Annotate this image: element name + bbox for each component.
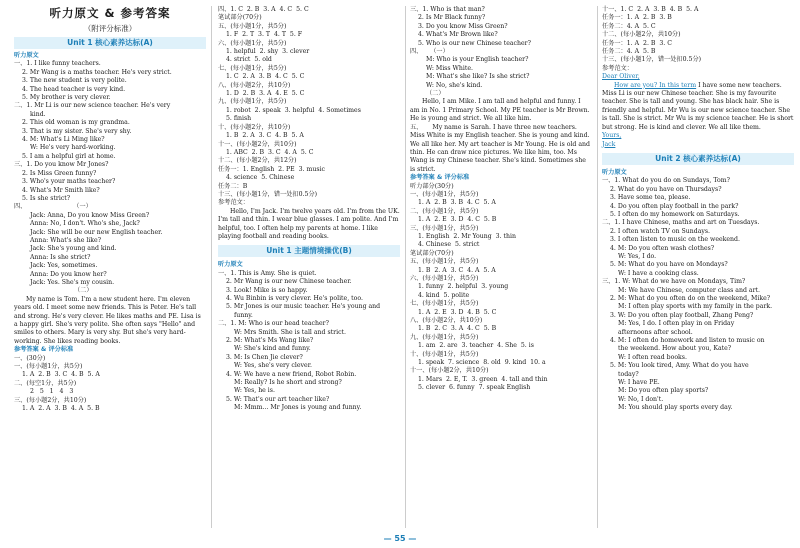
text-line: 二、1. Mr Li is our new science teacher. He's very <box>14 102 171 110</box>
text-line: 2. M: What do you often do on the weekend, Mike? <box>610 295 771 302</box>
unit-band: Unit 1 核心素养达标(A) <box>14 37 206 49</box>
answer-line: 1. B 2. A 3. C 4. B 5. A <box>226 132 304 140</box>
answer-lines <box>14 355 206 414</box>
listening-lines <box>218 270 400 413</box>
answer-line: 1. ABC 2. B 3. C 4. A 5. C <box>226 148 314 156</box>
listening-lines <box>410 6 592 98</box>
text-line: W: I have PE. <box>618 379 660 387</box>
answer-line: 十一、1. C 2. A 3. B 4. B 5. A <box>602 6 699 13</box>
answer-line: 1. Mars 2. E, T. 3. green 4. tall and thin <box>418 375 548 383</box>
text-line: 2. What do you have on Thursdays? <box>610 185 722 193</box>
page-number: — 55 — <box>383 534 417 543</box>
text-line: 2. Is Mr Black funny? <box>418 14 486 22</box>
answer-line: 一、(30分) <box>14 354 46 362</box>
text-line: 3. The new student is very polite. <box>22 77 127 85</box>
answer-lines <box>410 183 592 393</box>
answer-line: 八、(每小题2分，共10分) <box>410 317 483 325</box>
text-line: M: Do you often play sports? <box>618 387 709 395</box>
dialog-line: Anna: Do you know her? <box>30 270 107 278</box>
answer-line: 任务二：4. A 5. B <box>602 48 656 56</box>
text-line: M: Who is your English teacher? <box>426 56 529 64</box>
answer-line: 1. am 2. are 3. teacher 4. She 5. is <box>418 342 534 350</box>
answer-line: 三、(每小题1分，共5分) <box>410 224 479 232</box>
answer-lines <box>602 6 794 73</box>
column-4 <box>602 6 794 413</box>
text-line: 3. Have some tea, please. <box>610 194 691 202</box>
answer-line: 二、(每小题1分，共5分) <box>410 207 479 215</box>
text-line: M: Yes, I do. I often play in on Friday <box>618 320 735 328</box>
dialog-line: Jack: Anna, Do you know Miss Green? <box>30 211 150 219</box>
text-line: W: I have a cooking class. <box>618 269 699 277</box>
answer-line: 八、(每小题2分，共10分) <box>218 81 291 89</box>
text-line: 5. Who is our new Chinese teacher? <box>418 39 531 47</box>
answer-line: 参考范文： <box>602 64 633 72</box>
text-line: 4. Wu Binbin is very clever. He's polite, too. <box>226 295 363 302</box>
text-line: W: She's kind and funny. <box>234 345 311 353</box>
answer-line: 五、(每小题1分，共5分) <box>218 22 287 30</box>
answer-line: 听力部分(30分) <box>410 182 454 190</box>
answer-line: 十三、(每小题1分，错一处扣0.5分) <box>602 56 702 64</box>
text-line: 三、1. Who is that man? <box>410 6 485 13</box>
column-divider <box>405 6 406 528</box>
text-line: 一、1. I like funny teachers. <box>14 60 101 68</box>
answer-line: 任务一：1. A 2. B 3. C <box>602 39 672 47</box>
model-essay: Hello, I'm Jack. I'm twelve years old. I'm from the UK. I'm tall and thin. I wear blue glasses. I am polite. And I'm helpful, too. I often help my parents at home. I like playing football and reading books. <box>218 207 400 240</box>
answer-line: 五、(每小题1分，共5分) <box>410 258 479 266</box>
text-line: funny. <box>234 311 253 319</box>
text-line: W: He's very hard-working. <box>30 144 116 152</box>
answer-line: 任务二：4. A 5. C <box>602 22 656 30</box>
answer-line: 十一、(每小题2分，共10分) <box>410 367 489 375</box>
answer-line: 1. English 2. Mr Young 3. thin <box>418 232 516 240</box>
text-line: 三、1. W: What do we have on Mondays, Tim? <box>602 278 746 286</box>
text-line: kind. <box>30 110 46 118</box>
answer-line: 2 5 1 4 3 <box>30 388 74 396</box>
text-line: 2. Mr Wang is our new Chinese teacher. <box>226 278 352 286</box>
text-line: 5. Mr Jones is our music teacher. He's young and <box>226 303 381 311</box>
answer-line: 1. B 2. A 3. C 4. A 5. A <box>418 266 496 274</box>
section-heading: 听力原文 <box>218 261 243 269</box>
text-line: 5. M: You look tired, Amy. What do you have <box>610 362 749 370</box>
answer-line: 笔试部分(70分) <box>218 14 262 22</box>
letter-opening: How are you? In this term <box>614 81 697 89</box>
text-line: 2. M: What's Ms Wang like? <box>226 337 314 345</box>
answer-line: 一、(每小题1分，共5分) <box>410 190 479 198</box>
column-divider <box>211 6 212 528</box>
text-line: 一、1. This is Amy. She is quiet. <box>218 269 317 277</box>
answer-line: 1. D 2. B 3. A 4. E 5. C <box>226 90 305 98</box>
text-line: 4. What's Mr Smith like? <box>22 186 100 194</box>
answer-line: 1. A 2. B 3. B 4. C 5. A <box>418 199 496 207</box>
answer-line: 六、(每小题1分，共5分) <box>410 275 479 282</box>
text-line: 4. M: I often do homework and listen to music on <box>610 337 765 345</box>
text-line: the weekend. How about you, Kate? <box>618 345 732 353</box>
column-divider <box>597 6 598 528</box>
text-line: 4. W: We have a new friend, Robot Robin. <box>226 370 357 378</box>
answer-line: 任务二：B <box>218 182 248 190</box>
answer-line: 4. science 5. Chinese <box>226 174 295 182</box>
text-line: M: I often play sports with my family in the park. <box>618 303 773 311</box>
text-line: 4. What's Mr Brown like? <box>418 31 498 39</box>
page-subtitle: （附评分标准） <box>83 24 137 33</box>
answer-line: 1. helpful 2. shy 3. clever <box>226 48 310 56</box>
text-line: 4. The head teacher is very kind. <box>22 85 126 93</box>
answer-lines <box>218 6 400 208</box>
answer-line: 1. B 2. C 3. A 4. C 5. B <box>418 325 497 333</box>
text-line: W: Yes, I do. <box>618 252 657 260</box>
subsection-label: （二） <box>74 287 93 295</box>
answer-line: 1. A 2. E 3. D 4. B 5. C <box>418 308 497 316</box>
dialog-line: Jack: Yes, sometimes. <box>30 262 98 270</box>
letter-body: I have some new teachers. Miss Li is our new Chinese teacher. She is my favourite teacher. She is tall and young. She has black hair. She is friendly and helpful. Mr Wu is our new science teacher. She is tall. She is strict. Mr Wu is my science teacher. He is short but strong. He is kind and clever. We all like them. <box>602 81 794 131</box>
answer-line: 1. robot 2. speak 3. helpful 4. Sometimes <box>226 106 361 114</box>
answer-line: 1. F 2. T 3. T 4. T 5. F <box>226 31 303 39</box>
answer-line: 1. funny 2. helpful 3. young <box>418 283 509 291</box>
text-line: W: Yes, she's very clever. <box>234 362 312 370</box>
listening-lines <box>14 60 206 203</box>
text-line: 5. Is she strict? <box>22 194 71 202</box>
dialog-line: Jack: She will be our new English teacher. <box>30 228 163 236</box>
text-line: W: No, I don't. <box>618 395 664 403</box>
text-line: 2. This old woman is my grandma. <box>22 119 130 127</box>
dialog-line: Jack: She's young and kind. <box>30 245 117 253</box>
answer-line: 任务一：1. A 2. B 3. B <box>602 14 672 22</box>
section-heading: 听力原文 <box>602 168 627 176</box>
answer-line: 十一、(每小题2分，共10分) <box>218 140 297 148</box>
text-line: W: Yes, he is. <box>234 387 275 395</box>
answer-line: 1. A 2. E 3. D 4. C 5. B <box>418 216 497 224</box>
unit-band: Unit 2 核心素养达标(A) <box>602 153 794 165</box>
text-line: 4. M: What's Li Ming like? <box>22 136 105 144</box>
answer-line: 笔试部分(70分) <box>410 249 454 257</box>
text-line: 2. Is Miss Green funny? <box>22 169 97 177</box>
text-line: 5. M: What do you have on Mondays? <box>610 261 728 269</box>
text-line: M: What's she like? Is she strict? <box>426 73 530 81</box>
dialog-line: Anna: Is she strict? <box>30 253 91 261</box>
answer-line: 七、(每小题1分，共5分) <box>218 64 287 72</box>
text-line: 二、1. M: Who is our head teacher? <box>218 320 329 328</box>
answer-line: 参考范文： <box>218 199 249 207</box>
text-line: W: No, she's kind. <box>426 81 483 89</box>
dialog-line: Jack: Yes. She's my cousin. <box>30 278 115 286</box>
text-line: 2. I often watch TV on Sundays. <box>610 227 711 235</box>
answer-line: 1. C 2. A 3. B 4. C 5. C <box>226 73 305 81</box>
answer-line: 十、(每小题2分，共10分) <box>218 123 291 131</box>
column-3 <box>410 6 592 393</box>
question-label: 四、 <box>14 203 27 211</box>
dialog <box>14 212 206 288</box>
question-label: 五、 <box>410 123 423 131</box>
letter-salutation: Dear Oliver, <box>602 73 640 81</box>
text-line: 一、1. What do you do on Sundays, Tom? <box>602 177 730 185</box>
passage: My name is Sarah. I have three new teachers. Miss White is my English teacher. She is young and kind. We all like her. My art teacher is Mr Young. He is old and thin. He can draw nice pictures. We like him, too. Ms Wang is my Chinese teacher. She's kind. Sometimes she is strict. <box>410 123 590 173</box>
text-line: W: I often read books. <box>618 353 687 361</box>
text-line: M: You should play sports every day. <box>618 404 733 412</box>
answer-line: 六、(每小题1分，共5分) <box>218 39 287 47</box>
subsection-label: （一） <box>76 203 92 211</box>
column-2 <box>218 6 400 413</box>
answer-line: 三、(每小题2分，共10分) <box>14 396 87 404</box>
answer-line: 二、(每空1分，共5分) <box>14 379 77 387</box>
text-line: 3. W: Do you often play football, Zhang Peng? <box>610 311 754 319</box>
answer-line: 四、1. C 2. B 3. A 4. C 5. C <box>218 6 309 13</box>
answer-line: 4. Chinese 5. strict <box>418 241 480 249</box>
text-line: 3. M: Is Chen Jie clever? <box>226 353 303 361</box>
answer-line: 1. speak 7. science 8. old 9. kind 10. a <box>418 359 546 367</box>
text-line: M: We have Chinese, computer class and art. <box>618 286 761 294</box>
answer-line: 1. A 2. A 3. B 4. A 5. B <box>22 405 100 413</box>
text-line: 3. Do you know Miss Green? <box>418 22 508 30</box>
section-heading: 听力原文 <box>14 52 39 59</box>
answer-line: 十二、(每小题2分，共10分) <box>602 31 681 39</box>
text-line: 3. Look! Mike is so happy. <box>226 286 308 294</box>
text-line: 5. I often do my homework on Saturdays. <box>610 210 740 218</box>
answer-line: 七、(每小题1分，共5分) <box>410 300 479 308</box>
passage: My name is Tom. I'm a new student here. I'm eleven years old. I meet some new friends. This is Peter. He's tall and strong. He's very clever. He likes maths and PE. Lisa is a happy girl. She's very polite. She often says "Hello" and smiles to others. Mary is very shy. But she's very hard-working. She likes reading books. <box>14 295 201 345</box>
text-line: （二） <box>426 90 445 98</box>
answer-line: 十二、(每小题2分，共12分) <box>218 157 297 165</box>
column-1 <box>14 6 206 413</box>
answer-line: 5. finish <box>226 115 252 123</box>
letter-signature: Jack <box>602 140 616 148</box>
answer-line: 一、(每小题1分，共5分) <box>14 363 83 371</box>
text-line: 4. M: Do you often wash clothes? <box>610 244 715 252</box>
answer-line: 4. kind 5. polite <box>418 291 470 299</box>
letter-closing: Yours, <box>602 132 622 140</box>
page-title: 听力原文 & 参考答案 <box>49 6 171 20</box>
answer-line: 十、(每小题1分，共5分) <box>410 350 479 358</box>
answer-line: 九、(每小题1分，共5分) <box>410 333 479 341</box>
dialog-line: Anna: What's she like? <box>30 236 102 244</box>
text-line: W: Mrs Smith. She is tall and strict. <box>234 328 346 336</box>
answer-line: 5. clever 6. funny 7. speak English <box>418 384 531 392</box>
text-line: 3. Who's your maths teacher? <box>22 178 116 186</box>
unit-band: Unit 1 主题情境操优(B) <box>218 245 400 257</box>
answer-line: 九、(每小题1分，共5分) <box>218 98 287 106</box>
text-line: M: Mmm... Mr Jones is young and funny. <box>234 404 362 412</box>
listening-lines <box>602 177 794 412</box>
text-line: 二、1. I have Chinese, maths and art on Tuesdays. <box>602 219 760 227</box>
text-line: afternoons after school. <box>618 328 693 336</box>
text-line: 5. I am a helpful girl at home. <box>22 152 116 160</box>
text-line: M: Really? Is he short and strong? <box>234 379 342 387</box>
text-line: 3. I often listen to music on the weekend. <box>610 236 740 244</box>
text-line: 5. W: That's our art teacher like? <box>226 395 330 403</box>
answer-line: 十三、(每小题1分，错一处扣0.5分) <box>218 190 318 198</box>
text-line: today? <box>618 370 639 378</box>
text-line: 4. Do you often play football in the park? <box>610 202 739 210</box>
answer-line: 任务一：1. English 2. PE 3. music <box>218 165 325 173</box>
answer-line: 1. A 2. B 3. C 4. B 5. A <box>22 371 100 379</box>
text-line: 四、 （一） <box>410 48 449 56</box>
answers-heading: 参考答案 & 评分标准 <box>14 346 74 354</box>
text-line: 2. Mr Wang is a maths teacher. He's very strict. <box>22 68 172 76</box>
answer-line: 4. strict 5. old <box>226 56 272 64</box>
dialog-line: Anna: No, I don't. Who's she, Jack? <box>30 220 140 228</box>
text-line: 三、1. Do you know Mr Jones? <box>14 161 109 169</box>
text-line: 3. That is my sister. She's very shy. <box>22 127 132 135</box>
answers-heading: 参考答案 & 评分标准 <box>410 174 470 182</box>
text-line: W: Miss White. <box>426 64 473 72</box>
text-line: 5. My brother is very clever. <box>22 94 111 102</box>
passage: Hello, I am Mike. I am tall and helpful and funny. I am in No. 1 Primary School. My PE teacher is Mr Brown. He is young and strict. We all like him. <box>410 98 590 123</box>
